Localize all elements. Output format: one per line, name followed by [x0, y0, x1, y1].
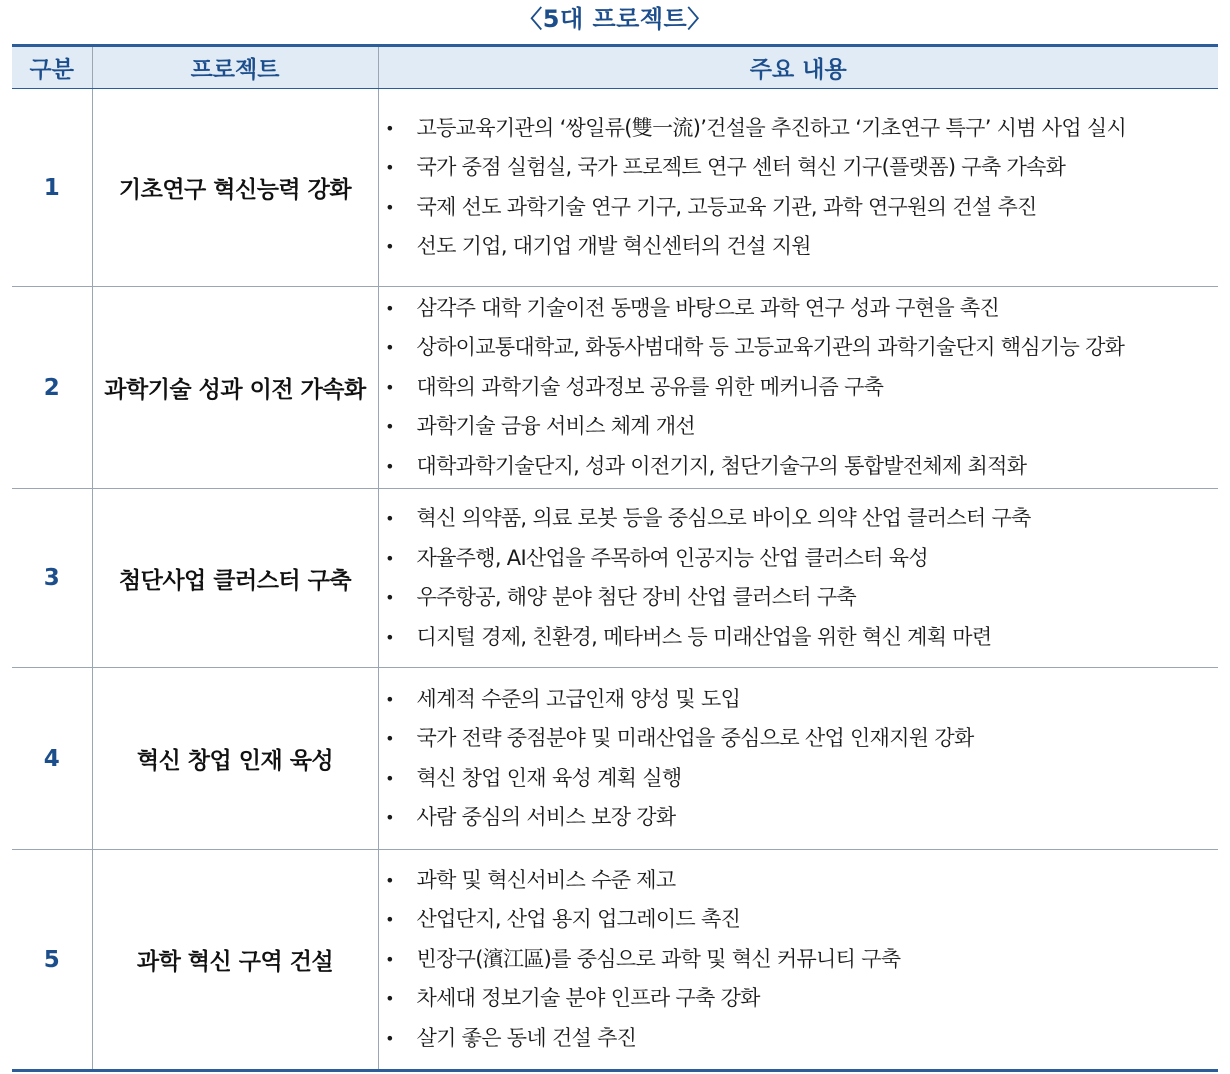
bullet-icon: •	[385, 588, 394, 607]
item-text: 선도 기업, 대기업 개발 혁신센터의 건설 지원	[416, 234, 811, 258]
bullet-icon: •	[385, 949, 394, 969]
bullet-icon: •	[385, 808, 394, 827]
row-number: 5	[12, 850, 92, 1071]
content-cell	[378, 668, 1218, 850]
item-text: 우주항공, 해양 분야 첨단 장비 산업 클러스터 구축	[416, 585, 857, 609]
list-item	[379, 289, 1219, 329]
list-item	[379, 940, 1219, 980]
row-number: 3	[12, 489, 92, 668]
row-number: 1	[12, 89, 92, 287]
table-header	[12, 46, 1218, 89]
item-text: 차세대 정보기술 분야 인프라 구축 강화	[416, 986, 760, 1011]
item-text: 삼각주 대학 기술이전 동맹을 바탕으로 과학 연구 성과 구현을 촉진	[416, 295, 1000, 320]
content-cell	[378, 489, 1218, 668]
bullet-icon: •	[385, 548, 394, 568]
bullet-icon: •	[385, 910, 394, 930]
item-text: 사람 중심의 서비스 보장 강화	[416, 805, 676, 829]
bullet-icon: •	[385, 509, 394, 528]
table-row	[12, 850, 1218, 1071]
table-row	[12, 89, 1218, 287]
bullet-icon: •	[385, 417, 394, 437]
bullet-icon: •	[385, 768, 394, 788]
header-main-content: 주요 내용	[378, 46, 1218, 89]
projects-table	[12, 44, 1218, 1072]
list-item	[379, 407, 1219, 447]
item-text: 혁신 의약품, 의료 로봇 등을 중심으로 바이오 의약 산업 클러스터 구축	[416, 506, 1031, 530]
item-text: 혁신 창업 인재 육성 계획 실행	[416, 765, 682, 790]
bullet-icon: •	[385, 118, 394, 138]
item-text: 과학기술 금융 서비스 체계 개선	[416, 414, 696, 439]
bullet-icon: •	[385, 197, 394, 217]
header-project: 프로젝트	[92, 46, 378, 89]
list-item	[379, 759, 1219, 799]
content-cell	[378, 89, 1218, 287]
item-text: 세계적 수준의 고급인재 양성 및 도입	[416, 686, 741, 711]
content-list	[379, 289, 1219, 487]
project-name: 혁신 창업 인재 육성	[92, 668, 378, 850]
list-item	[379, 1019, 1219, 1059]
list-item	[379, 680, 1219, 720]
bullet-icon: •	[385, 158, 394, 177]
list-item	[379, 148, 1219, 188]
content-list	[379, 499, 1219, 657]
list-item	[379, 539, 1219, 579]
bullet-icon: •	[385, 338, 394, 358]
list-item	[379, 618, 1219, 658]
item-text: 고등교육기관의 ‘쌍일류(雙一流)’건설을 추진하고 ‘기초연구 특구’ 시범 사업 실시	[416, 115, 1127, 140]
table-row	[12, 489, 1218, 668]
content-cell	[378, 850, 1218, 1071]
list-item	[379, 109, 1219, 149]
list-item	[379, 188, 1219, 228]
project-name: 과학기술 성과 이전 가속화	[92, 287, 378, 489]
list-item	[379, 798, 1219, 838]
list-item	[379, 979, 1219, 1019]
content-list	[379, 680, 1219, 838]
item-text: 대학과학기술단지, 성과 이전기지, 첨단기술구의 통합발전체제 최적화	[416, 453, 1027, 478]
bullet-icon: •	[385, 689, 394, 709]
list-item	[379, 499, 1219, 539]
item-text: 산업단지, 산업 용지 업그레이드 촉진	[416, 907, 741, 932]
item-text: 빈장구(濱江區)를 중심으로 과학 및 혁신 커뮤니티 구축	[416, 946, 901, 971]
item-text: 디지털 경제, 친환경, 메타버스 등 미래산업을 위한 혁신 계획 마련	[416, 624, 992, 649]
list-item	[379, 861, 1219, 901]
item-text: 대학의 과학기술 성과정보 공유를 위한 메커니즘 구축	[416, 374, 884, 399]
project-name: 첨단사업 클러스터 구축	[92, 489, 378, 668]
list-item	[379, 719, 1219, 759]
table-title: 〈5대 프로젝트〉	[518, 5, 712, 33]
bullet-icon: •	[385, 870, 394, 890]
row-number: 4	[12, 668, 92, 850]
list-item	[379, 368, 1219, 408]
content-list	[379, 861, 1219, 1059]
list-item	[379, 900, 1219, 940]
bullet-icon: •	[385, 298, 394, 318]
table-body	[12, 89, 1218, 1071]
bullet-icon: •	[385, 1028, 394, 1048]
header-category: 구분	[12, 46, 92, 89]
bullet-icon: •	[385, 729, 394, 748]
list-item	[379, 578, 1219, 618]
item-text: 과학 및 혁신서비스 수준 제고	[416, 867, 676, 892]
item-text: 국가 전략 중점분야 및 미래산업을 중심으로 산업 인재지원 강화	[416, 726, 974, 750]
header-row	[12, 46, 1218, 89]
row-number: 2	[12, 287, 92, 489]
project-name: 과학 혁신 구역 건설	[92, 850, 378, 1071]
content-list	[379, 109, 1219, 267]
table-row	[12, 287, 1218, 489]
list-item	[379, 227, 1219, 267]
bullet-icon: •	[385, 456, 394, 476]
bullet-icon: •	[385, 237, 394, 256]
item-text: 자율주행, AI산업을 주목하여 인공지능 산업 클러스터 육성	[416, 545, 928, 570]
content-cell	[378, 287, 1218, 489]
list-item	[379, 328, 1219, 368]
item-text: 살기 좋은 동네 건설 추진	[416, 1025, 637, 1050]
item-text: 상하이교통대학교, 화동사범대학 등 고등교육기관의 과학기술단지 핵심기능 강화	[416, 335, 1125, 360]
item-text: 국제 선도 과학기술 연구 기구, 고등교육 기관, 과학 연구원의 건설 추진	[416, 194, 1037, 219]
bullet-icon: •	[385, 627, 394, 647]
list-item	[379, 447, 1219, 487]
bullet-icon: •	[385, 989, 394, 1009]
bullet-icon: •	[385, 377, 394, 397]
table-row	[12, 668, 1218, 850]
item-text: 국가 중점 실험실, 국가 프로젝트 연구 센터 혁신 기구(플랫폼) 구축 가속화	[416, 155, 1066, 179]
project-name: 기초연구 혁신능력 강화	[92, 89, 378, 287]
